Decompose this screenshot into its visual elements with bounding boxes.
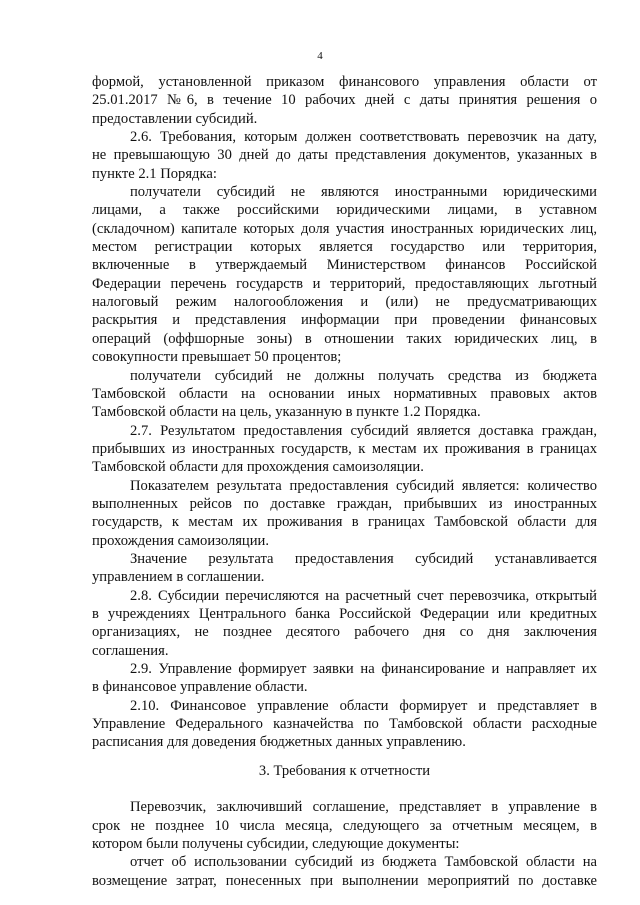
text-line: местом регистрации которых является государство или территория,: [92, 239, 597, 256]
text-line: включенные в утверждаемый Министерством финансов Российской: [92, 257, 597, 274]
text-line: раскрытия и представления информации при проведении финансовых: [92, 312, 597, 329]
text-line: возмещение затрат, понесенных при выполнении мероприятий по доставке: [92, 872, 597, 889]
text-line: отчет об использовании субсидий из бюджета Тамбовской области на: [130, 854, 597, 871]
text-line: (складочном) капитале которых доля участия иностранных юридических лиц,: [92, 220, 597, 237]
document-body: [92, 73, 597, 890]
paragraph-2-8: [92, 587, 597, 660]
text-line: соглашения.: [92, 642, 169, 659]
text-line: котором были получены субсидии, следующие документы:: [92, 836, 460, 853]
text-line: Управление Федерального казначейства по Тамбовской области расходные: [92, 716, 597, 733]
text-line: не превышающую 30 дней до даты представления документов, указанных в: [92, 147, 597, 164]
text-line: Тамбовской области на цель, указанную в пункте 1.2 Порядка.: [92, 404, 481, 421]
text-line: 2.8. Субсидии перечисляются на расчетный счет перевозчика, открытый: [130, 587, 597, 604]
text-line: срок не позднее 10 числа месяца, следующего за отчетным месяцем, в: [92, 817, 597, 834]
text-line: Значение результата предоставления субсидий устанавливается: [130, 550, 597, 567]
paragraph-result-indicator: [92, 477, 597, 550]
text-line: 2.6. Требования, которым должен соответствовать перевозчик на дату,: [130, 129, 597, 146]
text-line: получатели субсидий не должны получать средства из бюджета: [130, 367, 597, 384]
paragraph-2-9: [92, 660, 597, 697]
text-line: налоговый режим налогообложения и (или) не предусматривающих: [92, 294, 597, 311]
text-line: Перевозчик, заключивший соглашение, представляет в управление в: [130, 799, 597, 816]
text-line: 2.10. Финансовое управление области формирует и представляет в: [130, 697, 597, 714]
text-line: Показателем результата предоставления субсидий является: количество: [130, 477, 597, 494]
text-line: в учреждениях Центрального банка Российской Федерации или кредитных: [92, 605, 597, 622]
text-line: 2.7. Результатом предоставления субсидий является доставка граждан,: [130, 422, 597, 439]
spacer: [92, 752, 597, 762]
paragraph-2-6: [92, 128, 597, 183]
paragraph-other-funding: [92, 367, 597, 422]
text-line: прибывших из иностранных государств, к местам их проживания в границах: [92, 440, 597, 457]
text-line: лицами, а также российскими юридическими лицами, в уставном: [92, 202, 597, 219]
text-line: получатели субсидий не являются иностранными юридическими: [130, 184, 597, 201]
text-line: государств, к местам их проживания в границах Тамбовской области для: [92, 514, 597, 531]
text-line: 25.01.2017 №6, в течение 10 рабочих дней с даты принятия решения о: [92, 92, 597, 109]
text-line: Федерации перечень государств и территорий, предоставляющих льготный: [92, 275, 597, 292]
text-line: организациях, не позднее десятого рабочего дня со дня заключения: [92, 624, 597, 641]
paragraph-2-7: [92, 422, 597, 477]
text-line: предоставлении субсидий.: [92, 110, 258, 127]
text-line: Тамбовской области для прохождения самоизоляции.: [92, 459, 424, 476]
page-number: 4: [317, 50, 323, 62]
text-line: прохождения самоизоляции.: [92, 532, 270, 549]
section-heading: 3. Требования к отчетности: [258, 762, 431, 779]
text-line: Тамбовской области на основании иных нормативных правовых актов: [92, 385, 597, 402]
paragraph-foreign-entities: [92, 183, 597, 366]
text-line: 2.9. Управление формирует заявки на финансирование и направляет их: [130, 661, 597, 677]
paragraph-result-value: [92, 550, 597, 587]
text-line: в финансовое управление области.: [92, 679, 308, 696]
paragraph-submission-deadline: [92, 73, 597, 128]
text-line: пункте 2.1 Порядка:: [92, 165, 217, 182]
text-line: расписания для доведения бюджетных данных управлению.: [92, 734, 466, 751]
paragraph-2-10: [92, 697, 597, 752]
paragraph-reporting-obligation: [92, 798, 597, 853]
text-line: операций (оффшорные зоны) в отношении таких юридических лиц, в: [92, 330, 597, 347]
spacer: [92, 780, 597, 798]
text-line: совокупности превышает 50 процентов;: [92, 349, 342, 366]
paragraph-usage-report: [92, 853, 597, 890]
text-line: выполненных рейсов по доставке граждан, прибывших из иностранных: [92, 495, 597, 512]
text-line: управлением в соглашении.: [92, 569, 265, 586]
text-line: формой, установленной приказом финансового управления области от: [92, 74, 597, 90]
